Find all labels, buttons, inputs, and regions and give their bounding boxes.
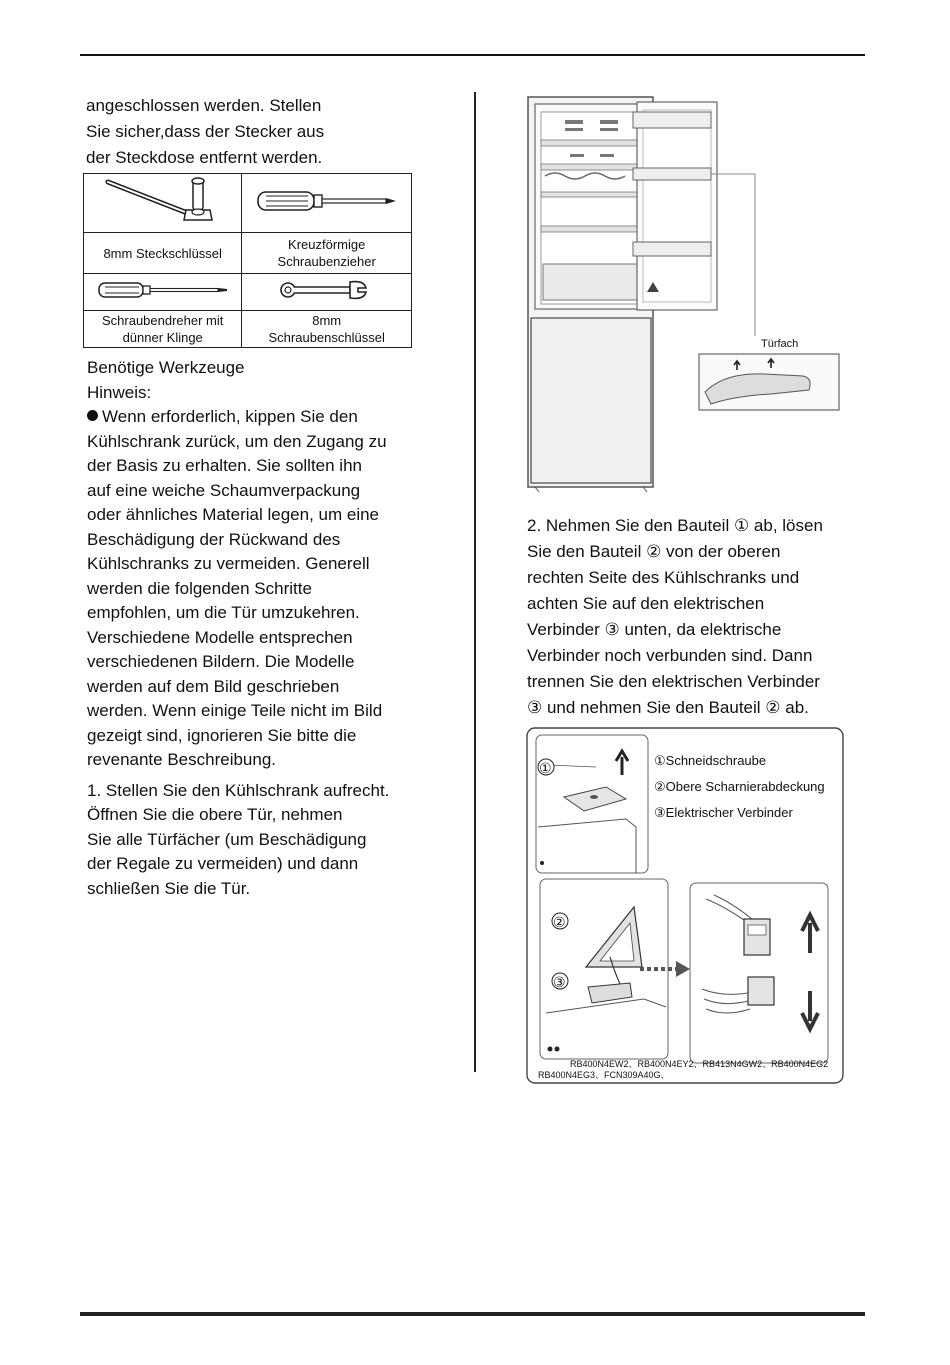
- note-line: oder ähnliches Material legen, um eine: [87, 505, 380, 524]
- wrench-icon: [272, 276, 382, 304]
- note-line: verschiedenen Bildern. Die Modelle: [87, 652, 355, 671]
- step2-text: [527, 513, 867, 721]
- step2-line: Verbinder ③ unten, da elektrische: [527, 620, 782, 639]
- note-line: gezeigt sind, ignorieren Sie bitte die: [87, 725, 357, 745]
- step2-line: achten Sie auf den elektrischen: [527, 594, 765, 613]
- legend-item-3: ③Elektrischer Verbinder: [654, 805, 793, 820]
- door-bin-label: Türfach: [761, 338, 799, 350]
- step1-line: 1. Stellen Sie den Kühlschrank aufrecht.: [87, 780, 390, 800]
- intro-text: [86, 93, 431, 171]
- note-line: Beschädigung der Rückwand des: [87, 529, 341, 549]
- legend-item-1: ①Schneidschraube: [654, 753, 767, 768]
- fridge-illustration: [525, 92, 845, 497]
- callout-2: ②: [553, 915, 566, 931]
- bullet-icon: [87, 410, 98, 421]
- note-line: Kühlschranks zu vermeiden. Generell: [87, 554, 370, 573]
- models-line-2: RB400N4EG3、FCN309A40G、: [538, 1070, 670, 1080]
- column-divider: [474, 92, 476, 1072]
- cross-screwdriver-label: Kreuzförmige Schraubenzieher: [242, 233, 412, 274]
- intro-line: der Steckdose entfernt werden.: [86, 148, 323, 167]
- intro-line: Sie sicher,dass der Stecker aus: [86, 122, 325, 141]
- note-line: Wenn erforderlich, kippen Sie den: [87, 405, 432, 430]
- step2-line: Verbinder noch verbunden sind. Dann: [527, 646, 813, 665]
- step1-line: Sie alle Türfächer (um Beschädigung: [87, 829, 367, 849]
- note-line: auf eine weiche Schaumverpackung: [87, 480, 361, 500]
- step1-line: Öffnen Sie die obere Tür, nehmen: [87, 805, 343, 824]
- note-line: empfohlen, um die Tür umzukehren.: [87, 603, 360, 622]
- note-line: werden auf dem Bild geschrieben: [87, 676, 340, 696]
- note-line: revenante Beschreibung.: [87, 750, 277, 769]
- wrench-label: 8mm Schraubenschlüssel: [242, 311, 412, 348]
- callout-1: ①: [539, 761, 552, 777]
- note-line: Verschiedene Modelle entsprechen: [87, 627, 353, 647]
- tools-table: [83, 173, 412, 348]
- step2-line: ③ und nehmen Sie den Bauteil ② ab.: [527, 698, 809, 717]
- note-line: werden. Wenn einige Teile nicht im Bild: [87, 701, 383, 720]
- step2-line: rechten Seite des Kühlschranks und: [527, 568, 800, 587]
- callout-3: ③: [553, 975, 566, 991]
- socket-wrench-label: 8mm Steckschlüssel: [84, 233, 242, 274]
- socket-wrench-cell: [84, 174, 242, 233]
- footer-rule: [80, 1312, 865, 1316]
- header-rule: [80, 54, 865, 56]
- step2-line: 2. Nehmen Sie den Bauteil ① ab, lösen: [527, 516, 823, 535]
- wrench-cell: [242, 274, 412, 311]
- legend-item-2: ②Obere Scharnierabdeckung: [654, 779, 825, 794]
- flat-screwdriver-icon: [93, 276, 233, 304]
- note-section: [87, 356, 432, 901]
- thin-screwdriver-cell: [84, 274, 242, 311]
- socket-wrench-icon: [98, 174, 228, 228]
- hinge-diagram: [526, 727, 844, 1084]
- step1-line: schließen Sie die Tür.: [87, 878, 251, 898]
- note-line: der Basis zu erhalten. Sie sollten ihn: [87, 456, 362, 475]
- thin-screwdriver-label: Schraubendreher mit dünner Klinge: [84, 311, 242, 348]
- cross-screwdriver-icon: [252, 181, 402, 221]
- models-line-1: RB400N4EW2、RB400N4EY2、RB413N4GW2、RB400N4EG2: [570, 1059, 829, 1069]
- step2-line: trennen Sie den elektrischen Verbinder: [527, 672, 820, 691]
- cross-screwdriver-cell: [242, 174, 412, 233]
- step1-line: der Regale zu vermeiden) und dann: [87, 854, 359, 873]
- tools-caption: Benötige Werkzeuge: [87, 358, 245, 377]
- note-heading: Hinweis:: [87, 382, 152, 402]
- step2-line: Sie den Bauteil ② von der oberen: [527, 542, 781, 561]
- note-line: werden die folgenden Schritte: [87, 578, 312, 598]
- note-line: Kühlschrank zurück, um den Zugang zu: [87, 431, 387, 451]
- intro-line: angeschlossen werden. Stellen: [86, 96, 322, 115]
